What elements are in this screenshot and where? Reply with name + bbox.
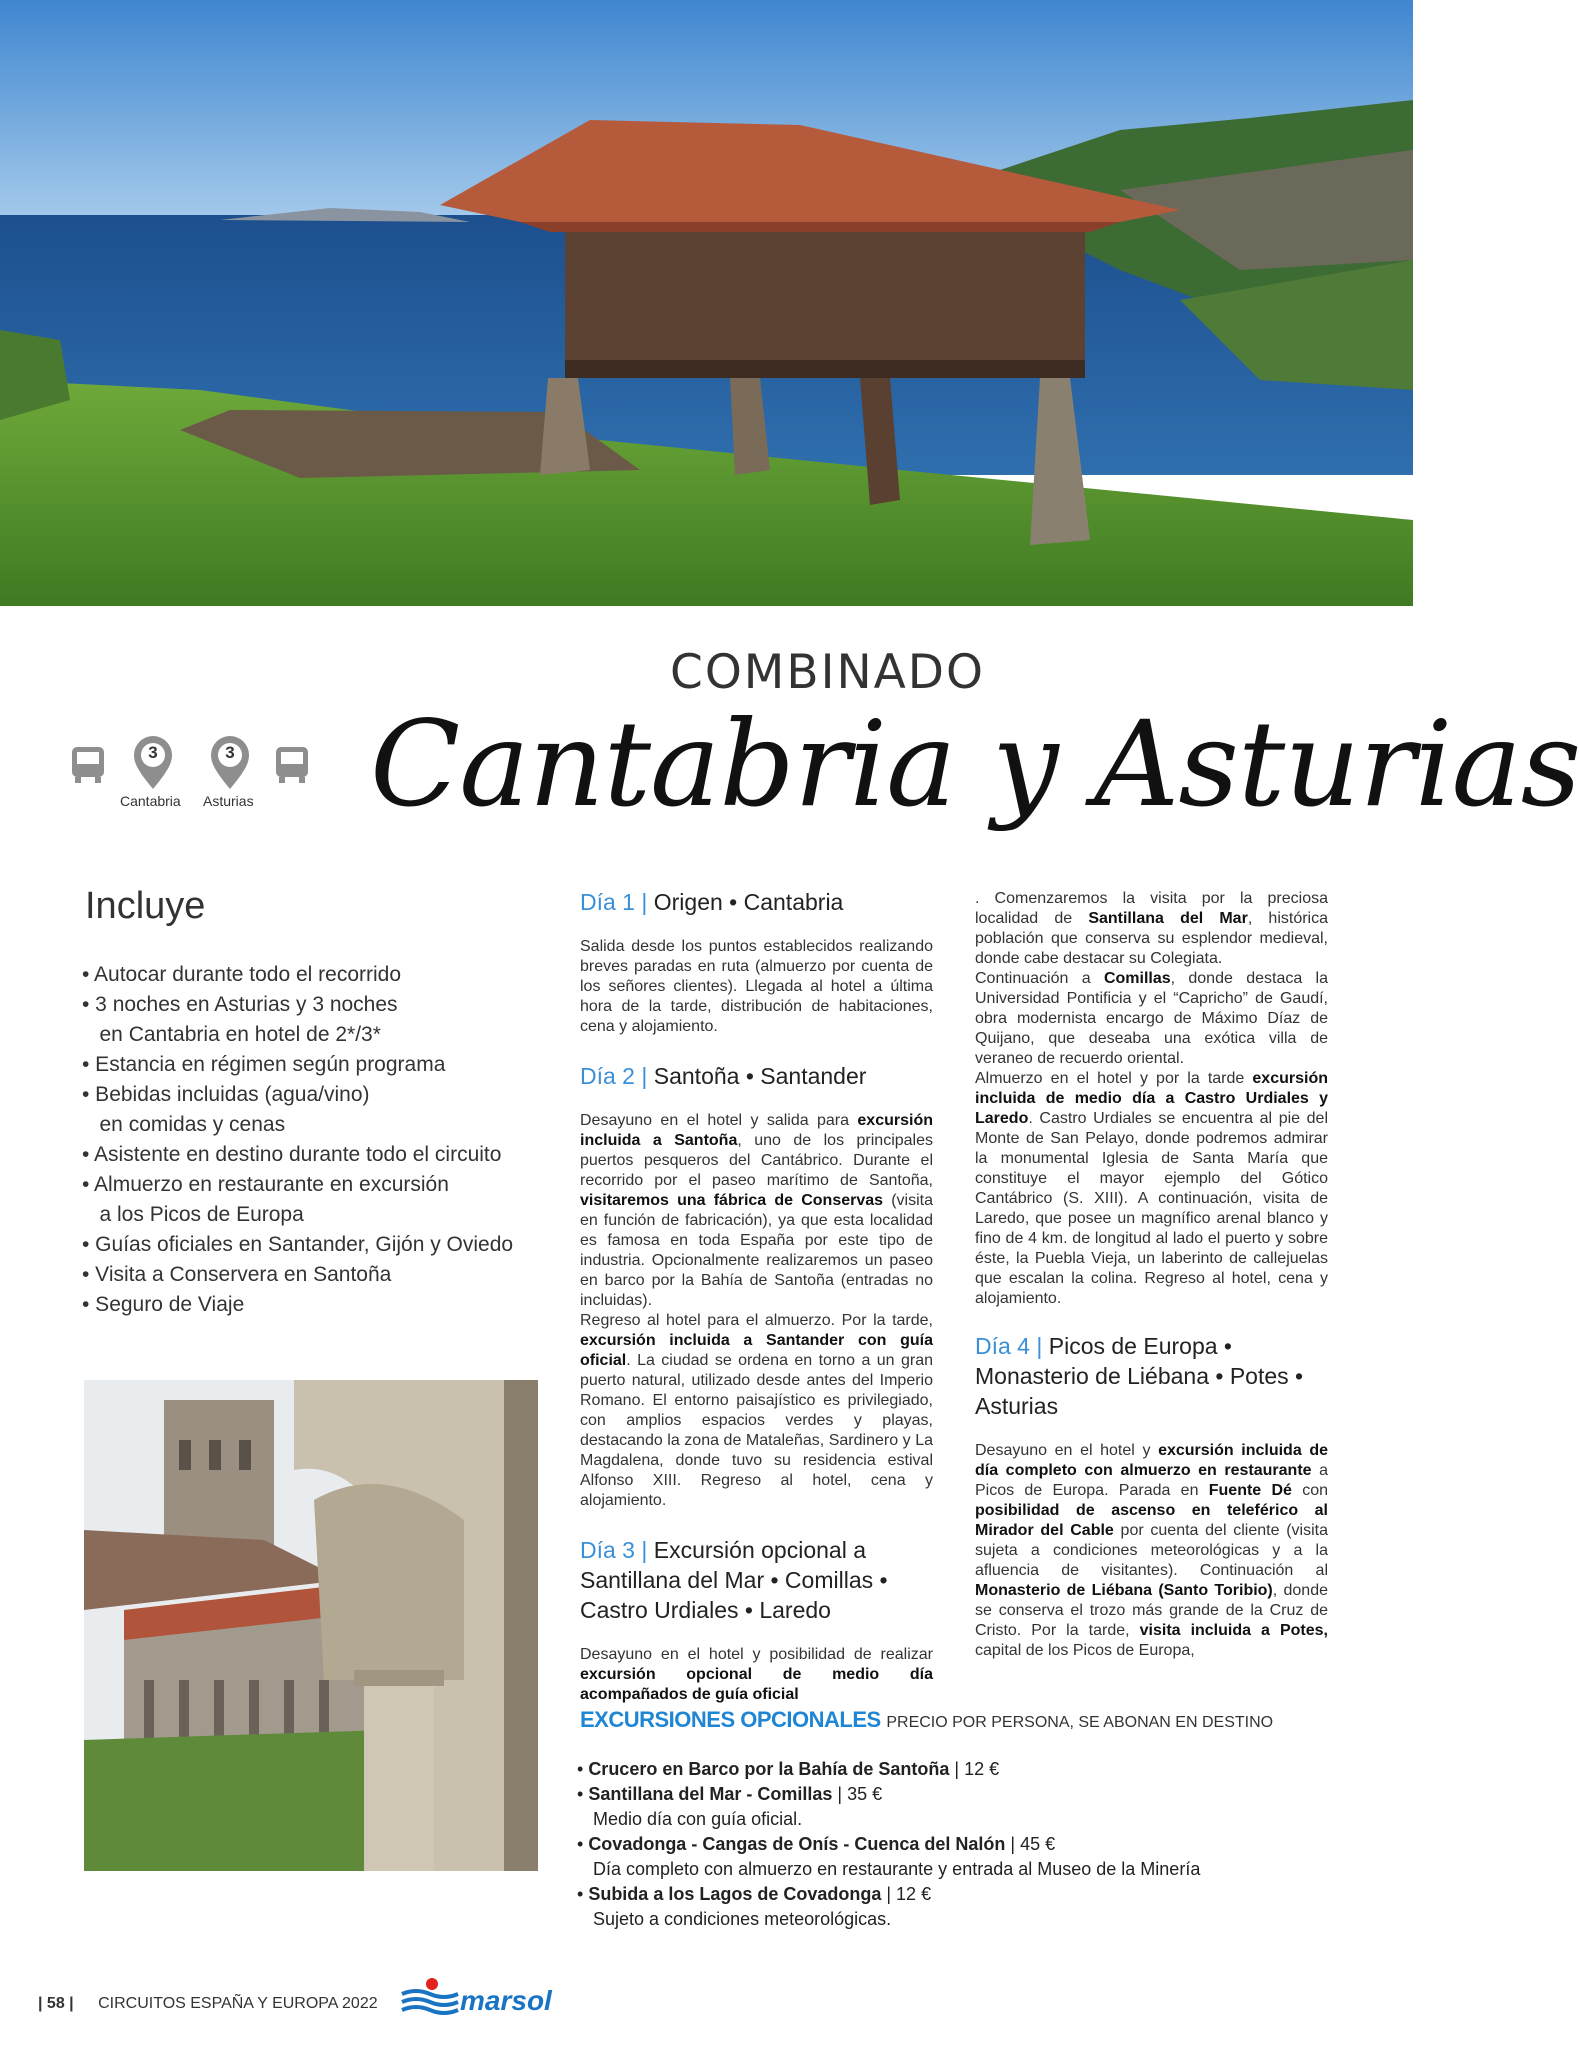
excursiones-subtitle: PRECIO POR PERSONA, SE ABONAN EN DESTINO xyxy=(886,1714,1274,1731)
day-title: Santoña • Santander xyxy=(653,1063,867,1089)
list-item: • Estancia en régimen según programa xyxy=(82,1053,446,1076)
list-item: • Santillana del Mar - Comillas | 35 € xyxy=(577,1784,883,1804)
column-1 xyxy=(580,887,933,1705)
list-item: • Asistente en destino durante todo el circuito xyxy=(82,1143,502,1166)
day-3-text-cont: . Comenzaremos la visita por la preciosa localidad de Santillana del Mar, histórica población que conserva su esplendor medieval, donde cabe destacar su Colegiata. xyxy=(975,890,1329,967)
excursiones-heading xyxy=(580,1707,1273,1733)
bus-icon xyxy=(276,747,308,783)
day-3-text-2: Continuación a Comillas, donde destaca la Universidad Pontificia y el “Capricho” de Gaudí, obra modernista encargo de Máximo Díaz de Quijano, que deseaba una exótica villa de veraneo de recuerdo oriental. xyxy=(975,970,1329,1067)
day-4-text: Desayuno en el hotel y excursión incluida de día completo con almuerzo en restaurante a Picos de Europa. Parada en Fuente Dé con posibilidad de ascenso en teleférico al Mirador del Cable por cuenta del cliente (visita sujeta a condiciones meteorológicas y a la afluencia de visitantes). Continuación al Monasterio de Liébana (Santo Toribio), donde se conserva el trozo más grande de la Cruz de Cristo. Por la tarde, visita incluida a Potes, capital de los Picos de Europa, xyxy=(975,1442,1329,1659)
route-nights-asturias: 3 xyxy=(225,743,235,762)
list-item: en comidas y cenas xyxy=(82,1113,286,1136)
column-2 xyxy=(975,889,1328,1661)
day-3-text: Desayuno en el hotel y posibilidad de realizar excursión opcional de medio día acompañados de guía oficial xyxy=(580,1646,933,1703)
list-item: • Bebidas incluidas (agua/vino) xyxy=(82,1083,370,1106)
route-label-asturias: Asturias xyxy=(203,793,254,809)
list-item: en Cantabria en hotel de 2*/3* xyxy=(82,1023,381,1046)
bus-icon xyxy=(72,747,104,783)
list-item: • 3 noches en Asturias y 3 noches xyxy=(82,993,398,1016)
list-item: • Subida a los Lagos de Covadonga | 12 € xyxy=(577,1884,932,1904)
list-item: • Covadonga - Cangas de Onís - Cuenca del Nalón | 45 € xyxy=(577,1834,1056,1854)
day-1-text: Salida desde los puntos establecidos realizando breves paradas en ruta (almuerzo por cuenta de los señores clientes). Llegada al hotel a última hora de la tarde, distribución de habitaciones, cena y alojamiento. xyxy=(580,938,933,1035)
hero-photo-horreo xyxy=(0,0,1413,606)
footer xyxy=(38,1995,378,2013)
excursiones-title: EXCURSIONES OPCIONALES xyxy=(580,1707,881,1732)
cloister-photo xyxy=(84,1380,538,1871)
day-number: Día 4 xyxy=(975,1333,1030,1359)
svg-text:marsol: marsol xyxy=(460,1985,552,2016)
day-3-heading: Día 3 | Excursión opcional a Santillana del Mar • Comillas • Castro Urdiales • Laredo xyxy=(580,1537,888,1623)
day-2-heading: Día 2 | Santoña • Santander xyxy=(580,1063,867,1089)
excursiones-list xyxy=(577,1757,1200,1932)
list-item-desc: Sujeto a condiciones meteorológicas. xyxy=(593,1909,892,1929)
day-number: Día 3 xyxy=(580,1537,635,1563)
route-nights-cantabria: 3 xyxy=(148,743,158,762)
day-title: Excursión opcional a Santillana del Mar • Comillas • Castro Urdiales • Laredo xyxy=(580,1537,888,1623)
day-number: Día 2 xyxy=(580,1063,635,1089)
day-2-text-2: Regreso al hotel para el almuerzo. Por la tarde, excursión incluida a Santander con guía oficial. La ciudad se ordena en torno a un gran puerto natural, utilizado desde antes del Imperio Romano. El entorno paisajístico es privilegiado, con amplios espacios verdes y playas, destacando la zona de Mataleñas, Sardinero y La Magdalena, donde tuvo su residencia estival Alfonso XIII. Regreso al hotel, cena y alojamiento. xyxy=(580,1312,933,1509)
list-item: • Seguro de Viaje xyxy=(82,1293,245,1316)
list-item: • Guías oficiales en Santander, Gijón y Oviedo xyxy=(82,1233,514,1256)
list-item: • Almuerzo en restaurante en excursión xyxy=(82,1173,449,1196)
page-number: | 58 | xyxy=(38,1995,74,2012)
page-title: Cantabria y Asturias xyxy=(370,695,1580,833)
list-item: • Crucero en Barco por la Bahía de Santoña | 12 € xyxy=(577,1759,1000,1779)
route-label-cantabria: Cantabria xyxy=(120,793,181,809)
day-2-text: Desayuno en el hotel y salida para excursión incluida a Santoña, uno de los principales puertos pesqueros del Cantábrico. Durante el recorrido por el paseo marítimo de Santoña, visitaremos una fábrica de Conservas (visita en función de fabricación), ya que esta localidad es famosa en toda España por este tipo de industria. Opcionalmente realizaremos un paseo en barco por la Bahía de Santoña (entradas no incluidas). xyxy=(580,1112,934,1309)
day-number: Día 1 xyxy=(580,889,635,915)
list-item-desc: Día completo con almuerzo en restaurante y entrada al Museo de la Minería xyxy=(593,1859,1201,1879)
list-item-desc: Medio día con guía oficial. xyxy=(593,1809,803,1829)
list-item: • Visita a Conservera en Santoña xyxy=(82,1263,392,1286)
incluye-title: Incluye xyxy=(85,885,206,927)
list-item: • Autocar durante todo el recorrido xyxy=(82,963,402,986)
list-item: a los Picos de Europa xyxy=(82,1203,304,1226)
day-1-heading: Día 1 | Origen • Cantabria xyxy=(580,889,844,915)
marsol-logo xyxy=(400,1978,580,2018)
day-title: Picos de Europa • Monasterio de Liébana • Potes • Asturias xyxy=(975,1333,1304,1419)
day-3-text-3: Almuerzo en el hotel y por la tarde excursión incluida de medio día a Castro Urdiales y Laredo. Castro Urdiales se encuentra al pie del Monte de San Pelayo, donde podremos admirar la monumental Iglesia de Santa María que constituye el mayor ejemplo del Gótico Cantábrico (S. XIII). A continuación, visita de Laredo, que posee un magnífico arenal blanco y fino de 4 km. de longitud al lado el puerto y sobre éste, la Puebla Vieja, un laberinto de callejuelas que escalan la colina. Regreso al hotel, cena y alojamiento. xyxy=(975,1070,1328,1307)
day-title: Origen • Cantabria xyxy=(653,889,844,915)
page-subtitle: COMBINADO xyxy=(670,645,985,700)
footer-text: CIRCUITOS ESPAÑA Y EUROPA 2022 xyxy=(98,1995,378,2012)
incluye-list xyxy=(82,960,552,1320)
day-4-heading: Día 4 | Picos de Europa • Monasterio de Liébana • Potes • Asturias xyxy=(975,1333,1304,1419)
